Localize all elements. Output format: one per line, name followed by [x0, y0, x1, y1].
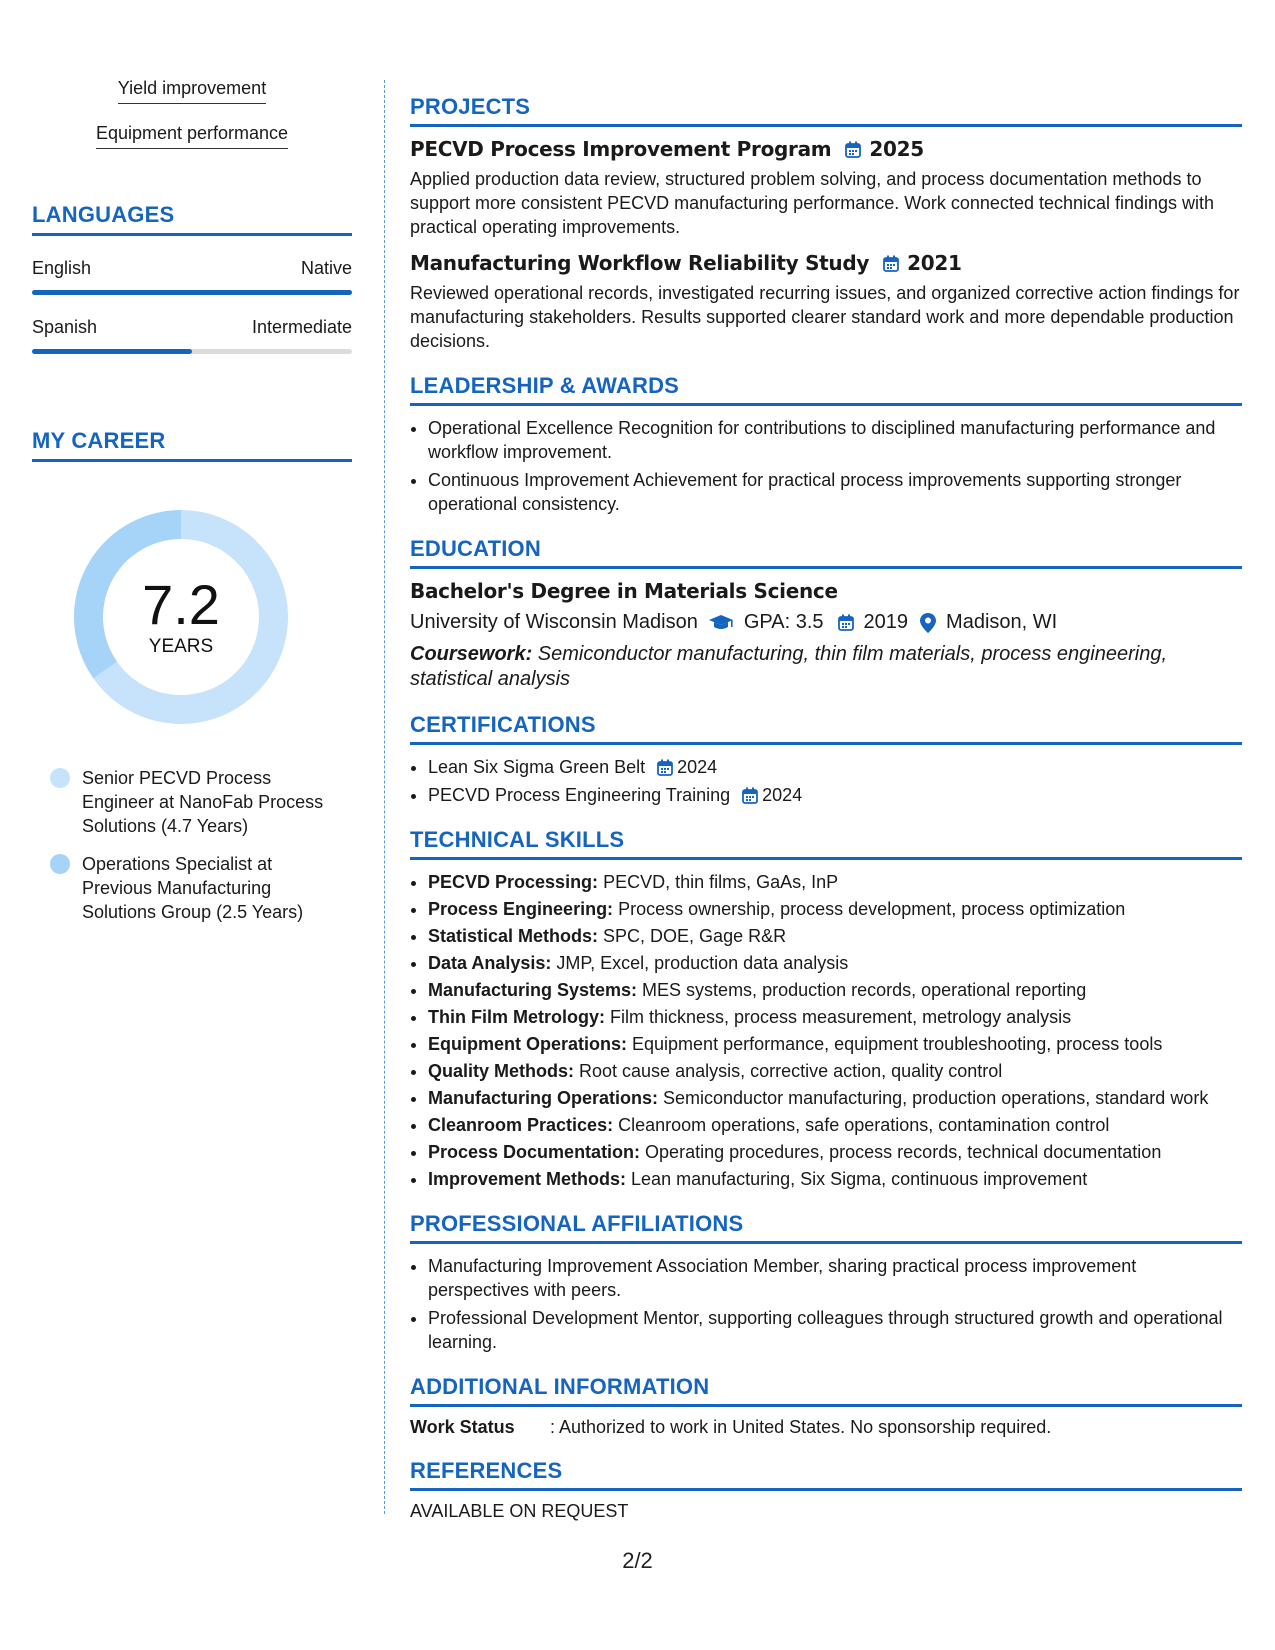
skill-item [428, 1140, 1242, 1164]
skill-values: Semiconductor manufacturing, production operations, standard work [658, 1088, 1209, 1108]
calendar-icon [838, 614, 854, 631]
skill-values: Process ownership, process development, process optimization [613, 899, 1126, 919]
project-year: 2021 [907, 251, 962, 275]
affiliations-section [410, 1211, 1242, 1354]
certifications-section [410, 712, 1242, 807]
career-donut [66, 502, 296, 732]
certification-item [428, 755, 1242, 779]
skill-values: Cleanroom operations, safe operations, contamination control [613, 1115, 1110, 1135]
skill-category: Statistical Methods: [428, 926, 599, 946]
project-description: Reviewed operational records, investigated recurring issues, and organized corrective action findings for manufacturing stakeholders. Results supported clearer standard work and more dependable production decisions. [410, 283, 1240, 351]
skill-values: PECVD, thin films, GaAs, InP [598, 872, 839, 892]
education-year: 2019 [863, 611, 909, 633]
additional-section [410, 1374, 1242, 1438]
skill-values: Equipment performance, equipment troubleshooting, process tools [627, 1034, 1163, 1054]
coursework-text: Semiconductor manufacturing, thin film materials, process engineering, statistical analysis [410, 643, 1167, 690]
certification-year: 2024 [677, 757, 718, 777]
education-location: Madison, WI [946, 611, 1058, 633]
skill-category: Quality Methods: [428, 1061, 575, 1081]
strength-item: Yield improvement [118, 78, 266, 104]
language-bar [32, 290, 352, 295]
career-legend-label: Operations Specialist at Previous Manufacturing Solutions Group (2.5 Years) [82, 854, 304, 922]
education-gpa: GPA: 3.5 [743, 611, 824, 633]
skill-values: Lean manufacturing, Six Sigma, continuous improvement [626, 1169, 1088, 1189]
sidebar [32, 78, 352, 938]
location-pin-icon [920, 613, 936, 633]
certification-name: • Lean Six Sigma Green Belt [428, 757, 646, 777]
language-bar-fill [32, 349, 192, 354]
language-name: Spanish [32, 317, 98, 337]
skill-category: Data Analysis: [428, 953, 552, 973]
skills-list [410, 870, 1242, 1191]
additional-key: Work Status [410, 1417, 515, 1437]
career-heading: MY CAREER [32, 428, 352, 462]
strength-item: Equipment performance [96, 123, 288, 149]
skill-category: Equipment Operations: [428, 1034, 628, 1054]
project-item [410, 251, 1242, 353]
skills-section [410, 827, 1242, 1191]
skill-item [428, 1086, 1242, 1110]
skill-item [428, 870, 1242, 894]
column-divider [384, 80, 385, 1514]
skill-category: Manufacturing Operations: [428, 1088, 659, 1108]
skill-category: PECVD Processing: [428, 872, 599, 892]
graduation-cap-icon [708, 614, 734, 632]
education-heading: EDUCATION [410, 536, 1242, 569]
education-section [410, 536, 1242, 692]
education-school: University of Wisconsin Madison [410, 611, 698, 633]
calendar-icon [883, 255, 899, 272]
skill-category: Process Engineering: [428, 899, 614, 919]
project-title: Manufacturing Workflow Reliability Study [410, 251, 870, 275]
references-text: AVAILABLE ON REQUEST [410, 1501, 629, 1521]
coursework-label: Coursework: [410, 643, 533, 665]
career-total-unit: YEARS [148, 636, 214, 657]
skill-category: Process Documentation: [428, 1142, 641, 1162]
affiliations-heading: PROFESSIONAL AFFILIATIONS [410, 1211, 1242, 1244]
awards-heading: LEADERSHIP & AWARDS [410, 373, 1242, 406]
skill-values: Operating procedures, process records, technical documentation [640, 1142, 1162, 1162]
skill-category: Manufacturing Systems: [428, 980, 638, 1000]
language-level: Intermediate [251, 317, 352, 337]
skill-item [428, 1005, 1242, 1029]
additional-value: : Authorized to work in United States. No sponsorship required. [550, 1417, 1052, 1437]
skill-values: JMP, Excel, production data analysis [551, 953, 849, 973]
projects-heading: PROJECTS [410, 94, 1242, 127]
awards-section [410, 373, 1242, 516]
language-level: Native [300, 258, 352, 278]
certification-year: 2024 [762, 785, 803, 805]
languages-heading: LANGUAGES [32, 202, 352, 236]
education-coursework [410, 642, 1242, 692]
certifications-heading: CERTIFICATIONS [410, 712, 1242, 745]
language-item [32, 317, 352, 354]
skill-values: MES systems, production records, operational reporting [637, 980, 1087, 1000]
project-description: Applied production data review, structured problem solving, and process documentation methods to support more consistent PECVD manufacturing performance. Work connected technical findings with practical operating improvements. [410, 169, 1215, 237]
project-year: 2025 [869, 137, 924, 161]
projects-section [410, 94, 1242, 353]
page-number: 2/2 [622, 1548, 653, 1573]
certification-name: • PECVD Process Engineering Training [428, 785, 731, 805]
skill-item [428, 951, 1242, 975]
certification-item [428, 783, 1242, 807]
language-item [32, 258, 352, 295]
skill-item [428, 1059, 1242, 1083]
skill-item [428, 978, 1242, 1002]
main-column [410, 94, 1242, 1542]
language-name: English [32, 258, 92, 278]
skills-heading: TECHNICAL SKILLS [410, 827, 1242, 860]
career-legend-item [50, 852, 330, 924]
skill-values: Root cause analysis, corrective action, quality control [574, 1061, 1003, 1081]
language-bar-fill [32, 290, 352, 295]
affiliation-item: • Manufacturing Improvement Association Member, sharing practical process improvement perspectives with peers. [428, 1254, 1242, 1302]
project-item [410, 137, 1242, 239]
career-legend-item [50, 766, 330, 838]
skill-item [428, 1113, 1242, 1137]
calendar-icon [742, 787, 758, 804]
legend-dot [50, 854, 70, 874]
affiliation-item: • Professional Development Mentor, supporting colleagues through structured growth and operational learning. [428, 1306, 1242, 1354]
strengths-list [32, 78, 352, 168]
career-total-years: 7.2 [142, 573, 220, 636]
project-title: PECVD Process Improvement Program [410, 137, 832, 161]
skill-item [428, 897, 1242, 921]
legend-dot [50, 768, 70, 788]
language-bar [32, 349, 352, 354]
award-item: • Operational Excellence Recognition for contributions to disciplined manufacturing performance and workflow improvement. [428, 416, 1242, 464]
calendar-icon [657, 759, 673, 776]
references-heading: REFERENCES [410, 1458, 1242, 1491]
calendar-icon [845, 141, 861, 158]
references-section [410, 1458, 1242, 1522]
skill-item [428, 924, 1242, 948]
skill-values: Film thickness, process measurement, metrology analysis [605, 1007, 1072, 1027]
skill-category: Improvement Methods: [428, 1169, 627, 1189]
skill-values: SPC, DOE, Gage R&R [598, 926, 787, 946]
skill-item [428, 1032, 1242, 1056]
skill-category: Thin Film Metrology: [428, 1007, 605, 1027]
award-item: • Continuous Improvement Achievement for practical process improvements supporting stronger operational consistency. [428, 468, 1242, 516]
additional-heading: ADDITIONAL INFORMATION [410, 1374, 1242, 1407]
career-legend-label: Senior PECVD Process Engineer at NanoFab Process Solutions (4.7 Years) [82, 768, 324, 836]
skill-item [428, 1167, 1242, 1191]
career-legend [50, 766, 330, 924]
education-degree: Bachelor's Degree in Materials Science [410, 579, 838, 603]
skill-category: Cleanroom Practices: [428, 1115, 614, 1135]
